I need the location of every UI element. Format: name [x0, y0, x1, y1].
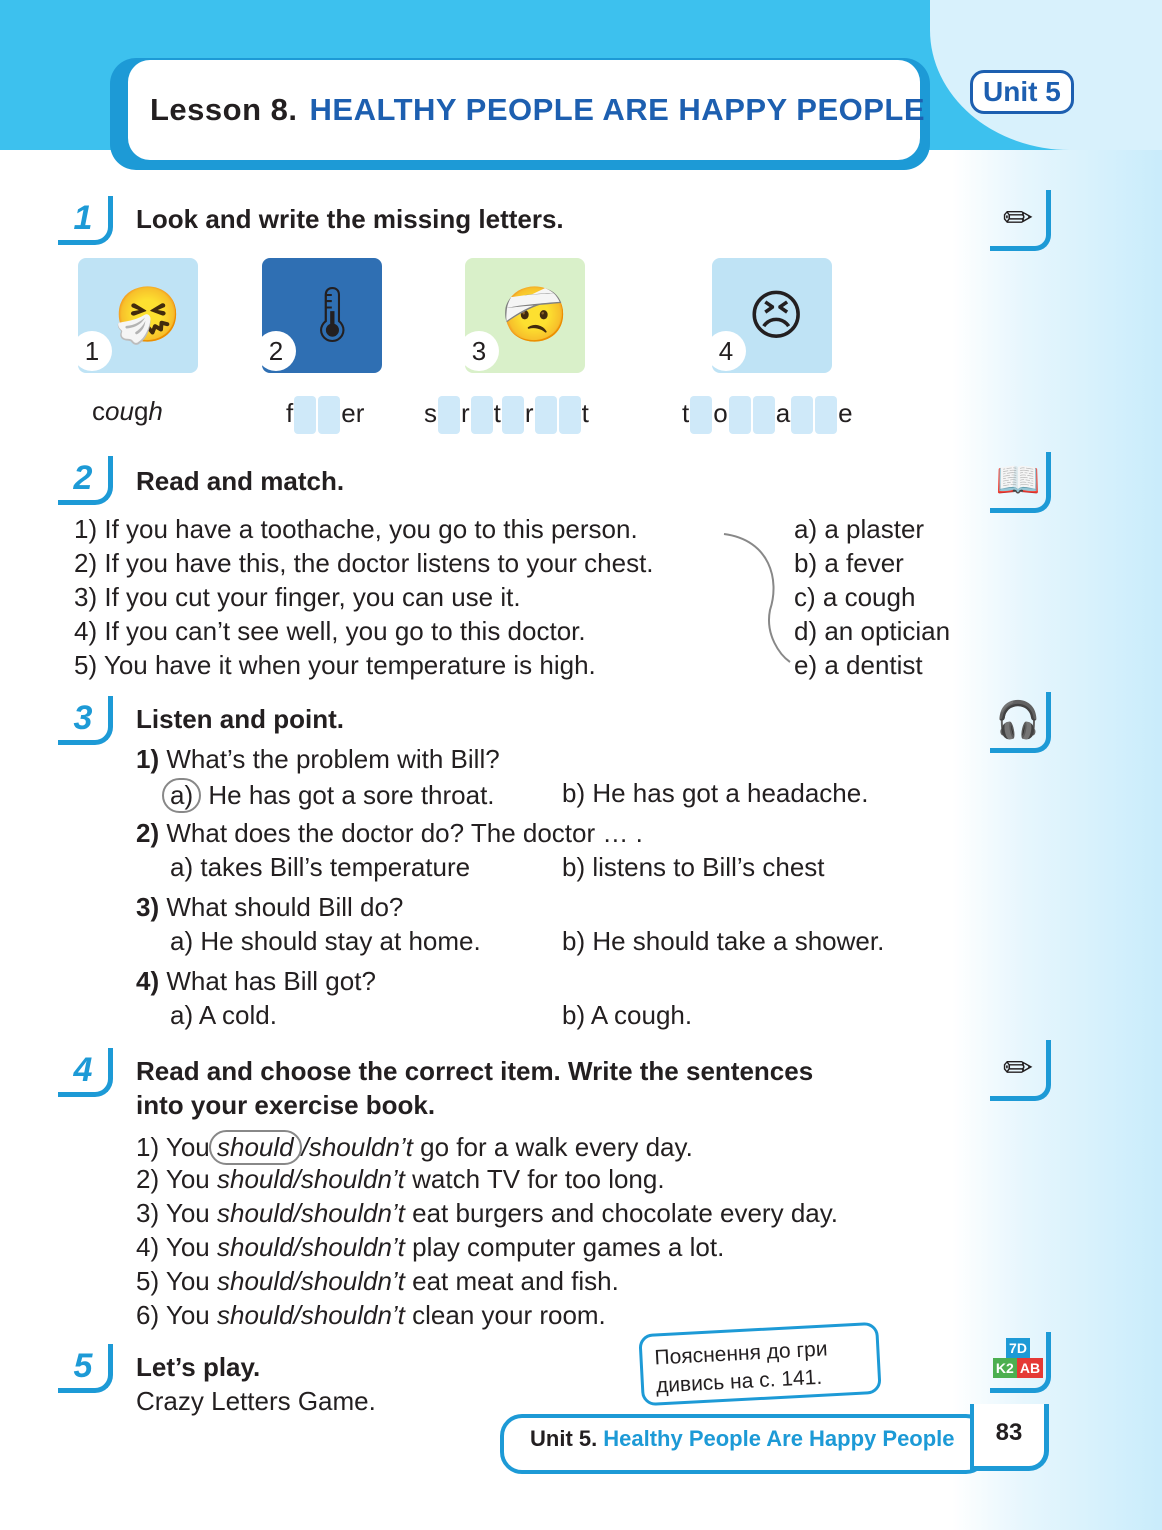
page-margin-strip [952, 0, 1162, 1530]
sentence-1: 1) You should /shouldn’t go for a walk every day. [136, 1130, 693, 1165]
match-right-b: b) a fever [794, 548, 904, 578]
question-1: 1) What’s the problem with Bill? [136, 744, 500, 774]
letter-blank[interactable] [729, 396, 751, 434]
exercise-4-title-line-2: into your exercise book. [136, 1090, 436, 1120]
letter-blank[interactable] [753, 396, 775, 434]
letter-blank[interactable] [559, 396, 581, 434]
thermometer-icon: 🌡 [298, 285, 367, 345]
letter-blank[interactable] [791, 396, 813, 434]
footer-title: Unit 5. Healthy People Are Happy People [530, 1426, 955, 1451]
sick-face-icon: 🤕 [501, 285, 569, 345]
sentence-4: 4) You should/shouldn’t play computer games a lot. [136, 1232, 725, 1262]
exercise-3-title: Listen and point. [136, 704, 344, 734]
exercise-2-title: Read and match. [136, 466, 345, 496]
exercise-4-title-line-1: Read and choose the correct item. Write the sentences [136, 1056, 814, 1086]
headphones-icon: 🎧 [990, 692, 1051, 753]
match-left-5: 5) You have it when your temperature is high. [74, 650, 596, 680]
answer-2a: a) takes Bill’s temperature [170, 852, 471, 882]
picture-number: 3 [459, 331, 499, 371]
exercise-5-number: 5 [58, 1344, 113, 1393]
game-note: Пояснення до гри дивись на с. 141. [638, 1322, 881, 1406]
answer-3a: a) He should stay at home. [170, 926, 481, 956]
match-left-1: 1) If you have a toothache, you go to this person. [74, 514, 638, 544]
exercise-4-number: 4 [58, 1048, 113, 1097]
letter-blank[interactable] [438, 396, 460, 434]
match-example-line [710, 520, 800, 670]
question-2: 2) What does the doctor do? The doctor … . [136, 818, 643, 848]
exercise-1-number: 1 [58, 196, 113, 245]
answer-1a: a) He has got a sore throat. [170, 778, 495, 813]
book-icon: 📖 [990, 452, 1051, 513]
match-right-d: d) an optician [794, 616, 951, 646]
exercise-5-title: Let’s play. [136, 1352, 261, 1382]
picture-fever [262, 258, 382, 373]
answer-2b: b) listens to Bill’s chest [562, 852, 825, 882]
letter-blank[interactable] [535, 396, 557, 434]
answer-1b: b) He has got a headache. [562, 778, 869, 808]
picture-number: 4 [706, 331, 746, 371]
lesson-number: Lesson 8. [150, 92, 298, 127]
letter-blank[interactable] [815, 396, 837, 434]
lesson-name: HEALTHY PEOPLE ARE HAPPY PEOPLE [309, 92, 926, 127]
pencil-icon: ✏ [990, 190, 1051, 251]
question-3: 3) What should Bill do? [136, 892, 404, 922]
answer-4a: a) A cold. [170, 1000, 277, 1030]
letter-blank[interactable] [471, 396, 493, 434]
match-right-a: a) a plaster [794, 514, 925, 544]
sentence-6: 6) You should/shouldn’t clean your room. [136, 1300, 606, 1330]
match-right-e: e) a dentist [794, 650, 923, 680]
match-right-c: c) a cough [794, 582, 916, 612]
girl-toothache-icon: 😣 [748, 286, 805, 346]
word-sore-throat[interactable]: s r t r t [424, 396, 589, 434]
match-left-3: 3) If you cut your finger, you can use it. [74, 582, 521, 612]
circled-answer: should [209, 1130, 302, 1165]
picture-sore-throat [465, 258, 585, 373]
word-fever[interactable]: f er [286, 396, 364, 434]
page-title [150, 92, 925, 128]
match-left-2: 2) If you have this, the doctor listens to your chest. [74, 548, 654, 578]
circled-answer: a) [162, 778, 201, 813]
sentence-2: 2) You should/shouldn’t watch TV for too long. [136, 1164, 665, 1194]
match-left-4: 4) If you can’t see well, you go to this doctor. [74, 616, 586, 646]
picture-cough [78, 258, 198, 373]
exercise-1-title: Look and write the missing letters. [136, 204, 564, 234]
page-number: 83 [970, 1404, 1049, 1471]
picture-number: 1 [72, 331, 112, 371]
game-name: Crazy Letters Game. [136, 1386, 376, 1416]
blocks-icon: 7D K2 AB [990, 1332, 1051, 1393]
exercise-3-number: 3 [58, 696, 113, 745]
letter-blank[interactable] [690, 396, 712, 434]
girl-coughing-icon: 🤧 [114, 285, 182, 345]
pencil-icon: ✏ [990, 1040, 1051, 1101]
unit-badge: Unit 5 [970, 70, 1074, 114]
question-4: 4) What has Bill got? [136, 966, 376, 996]
sentence-5: 5) You should/shouldn’t eat meat and fish. [136, 1266, 619, 1296]
word-toothache[interactable]: t o a e [682, 396, 853, 434]
letter-blank[interactable] [318, 396, 340, 434]
answer-4b: b) A cough. [562, 1000, 693, 1030]
answer-3b: b) He should take a shower. [562, 926, 885, 956]
picture-toothache [712, 258, 832, 373]
exercise-2-number: 2 [58, 456, 113, 505]
word-cough: cough [92, 396, 163, 426]
picture-number: 2 [256, 331, 296, 371]
letter-blank[interactable] [502, 396, 524, 434]
sentence-3: 3) You should/shouldn’t eat burgers and chocolate every day. [136, 1198, 839, 1228]
letter-blank[interactable] [294, 396, 316, 434]
